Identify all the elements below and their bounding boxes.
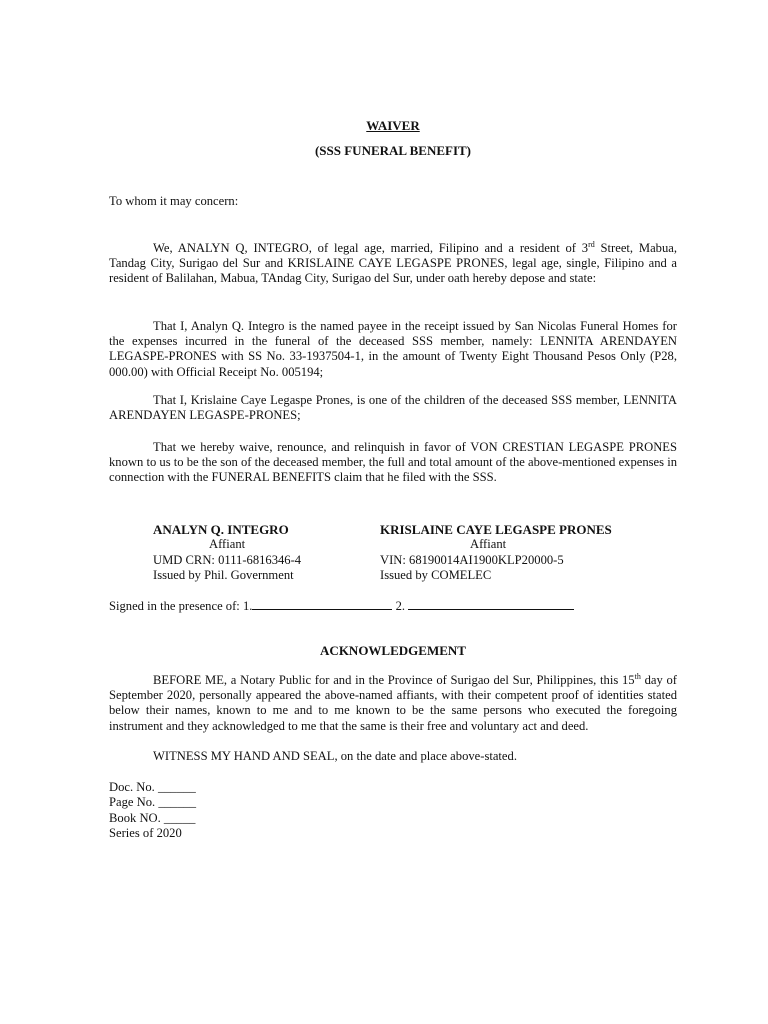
ack-part1: BEFORE ME, a Notary Public for and in the Province of Surigao del Sur, Philippines, this 15 [153, 673, 635, 687]
paragraph-introduction-part1: We, ANALYN Q, INTEGRO, of legal age, married, Filipino and a resident of 3 [153, 241, 589, 255]
affiant-2-label: Affiant [470, 537, 507, 552]
affiant-block-1 [153, 522, 301, 584]
witness-1-blank[interactable] [252, 598, 392, 610]
document-subtitle: (SSS FUNERAL BENEFIT) [314, 143, 472, 158]
series-year: Series of 2020 [109, 826, 182, 841]
affiant-2-issued: Issued by COMELEC [380, 568, 492, 583]
witness-1-number: 1. [242, 599, 253, 613]
affiant-1-name: ANALYN Q. INTEGRO [153, 522, 289, 537]
signed-presence-line [109, 598, 677, 614]
superscript-rd: rd [588, 239, 595, 249]
affiant-1-id: UMD CRN: 0111-6816346-4 [153, 552, 302, 567]
paragraph-payee: That I, Analyn Q. Integro is the named payee in the receipt issued by San Nicolas Funeral Homes for the expenses incurred in the funeral of the deceased SSS member, namely: LENNITA ARENDAYEN LEGASPE-PRONES with SS No. 33-1937504-1, in the amount of Twenty Eight Thousand Pesos Only (P28, 000.00) with Official Receipt No. 005194; [109, 319, 677, 379]
affiant-2-name: KRISLAINE CAYE LEGASPE PRONES [380, 522, 612, 537]
acknowledgement-title: ACKNOWLEDGEMENT [320, 643, 466, 658]
witness-2-blank[interactable] [408, 598, 574, 610]
paragraph-child: That I, Krislaine Caye Legaspe Prones, is one of the children of the deceased SSS member, LENNITA ARENDAYEN LEGASPE-PRONES; [109, 393, 677, 423]
salutation: To whom it may concern: [109, 194, 239, 208]
paragraph-introduction [109, 241, 677, 287]
page-number: Page No. ______ [109, 795, 197, 810]
witness-2-number: 2. [395, 599, 406, 613]
paragraph-introduction-part2: Street, Mabua, Tandag City, Surigao del Sur and KRISLAINE CAYE LEGASPE PRONES, legal age, single, Filipino and a resident of Balilahan, Mabua, TAndag City, Surigao del Sur, under oath hereby depose and state: [109, 241, 677, 286]
affiant-block-2 [380, 522, 612, 584]
acknowledgement-paragraph [109, 673, 677, 734]
witness-statement: WITNESS MY HAND AND SEAL, on the date and place above-stated. [153, 749, 517, 763]
affiant-2-id: VIN: 68190014AI1900KLP20000-5 [380, 552, 564, 567]
doc-number: Doc. No. ______ [109, 780, 196, 794]
ack-part2: day of September 2020, personally appeared the above-named affiants, with their competent proof of identities stated below their names, known to me and to me known to be the same persons who executed the foregoing instrument and they acknowledged to me that the same is their free and voluntary act and deed. [109, 673, 677, 733]
notarial-register [109, 780, 677, 842]
affiant-1-issued: Issued by Phil. Government [153, 568, 294, 583]
affiant-1-label: Affiant [209, 537, 246, 552]
paragraph-waiver: That we hereby waive, renounce, and relinquish in favor of VON CRESTIAN LEGASPE PRONES known to us to be the son of the deceased member, the full and total amount of the above-mentioned expenses in connection with the FUNERAL BENEFITS claim that he filed with the SSS. [109, 440, 677, 485]
document-title: WAIVER [366, 118, 420, 133]
superscript-th: th [634, 671, 641, 681]
signed-presence-label: Signed in the presence of: [109, 599, 240, 613]
book-number: Book NO. _____ [109, 810, 196, 825]
